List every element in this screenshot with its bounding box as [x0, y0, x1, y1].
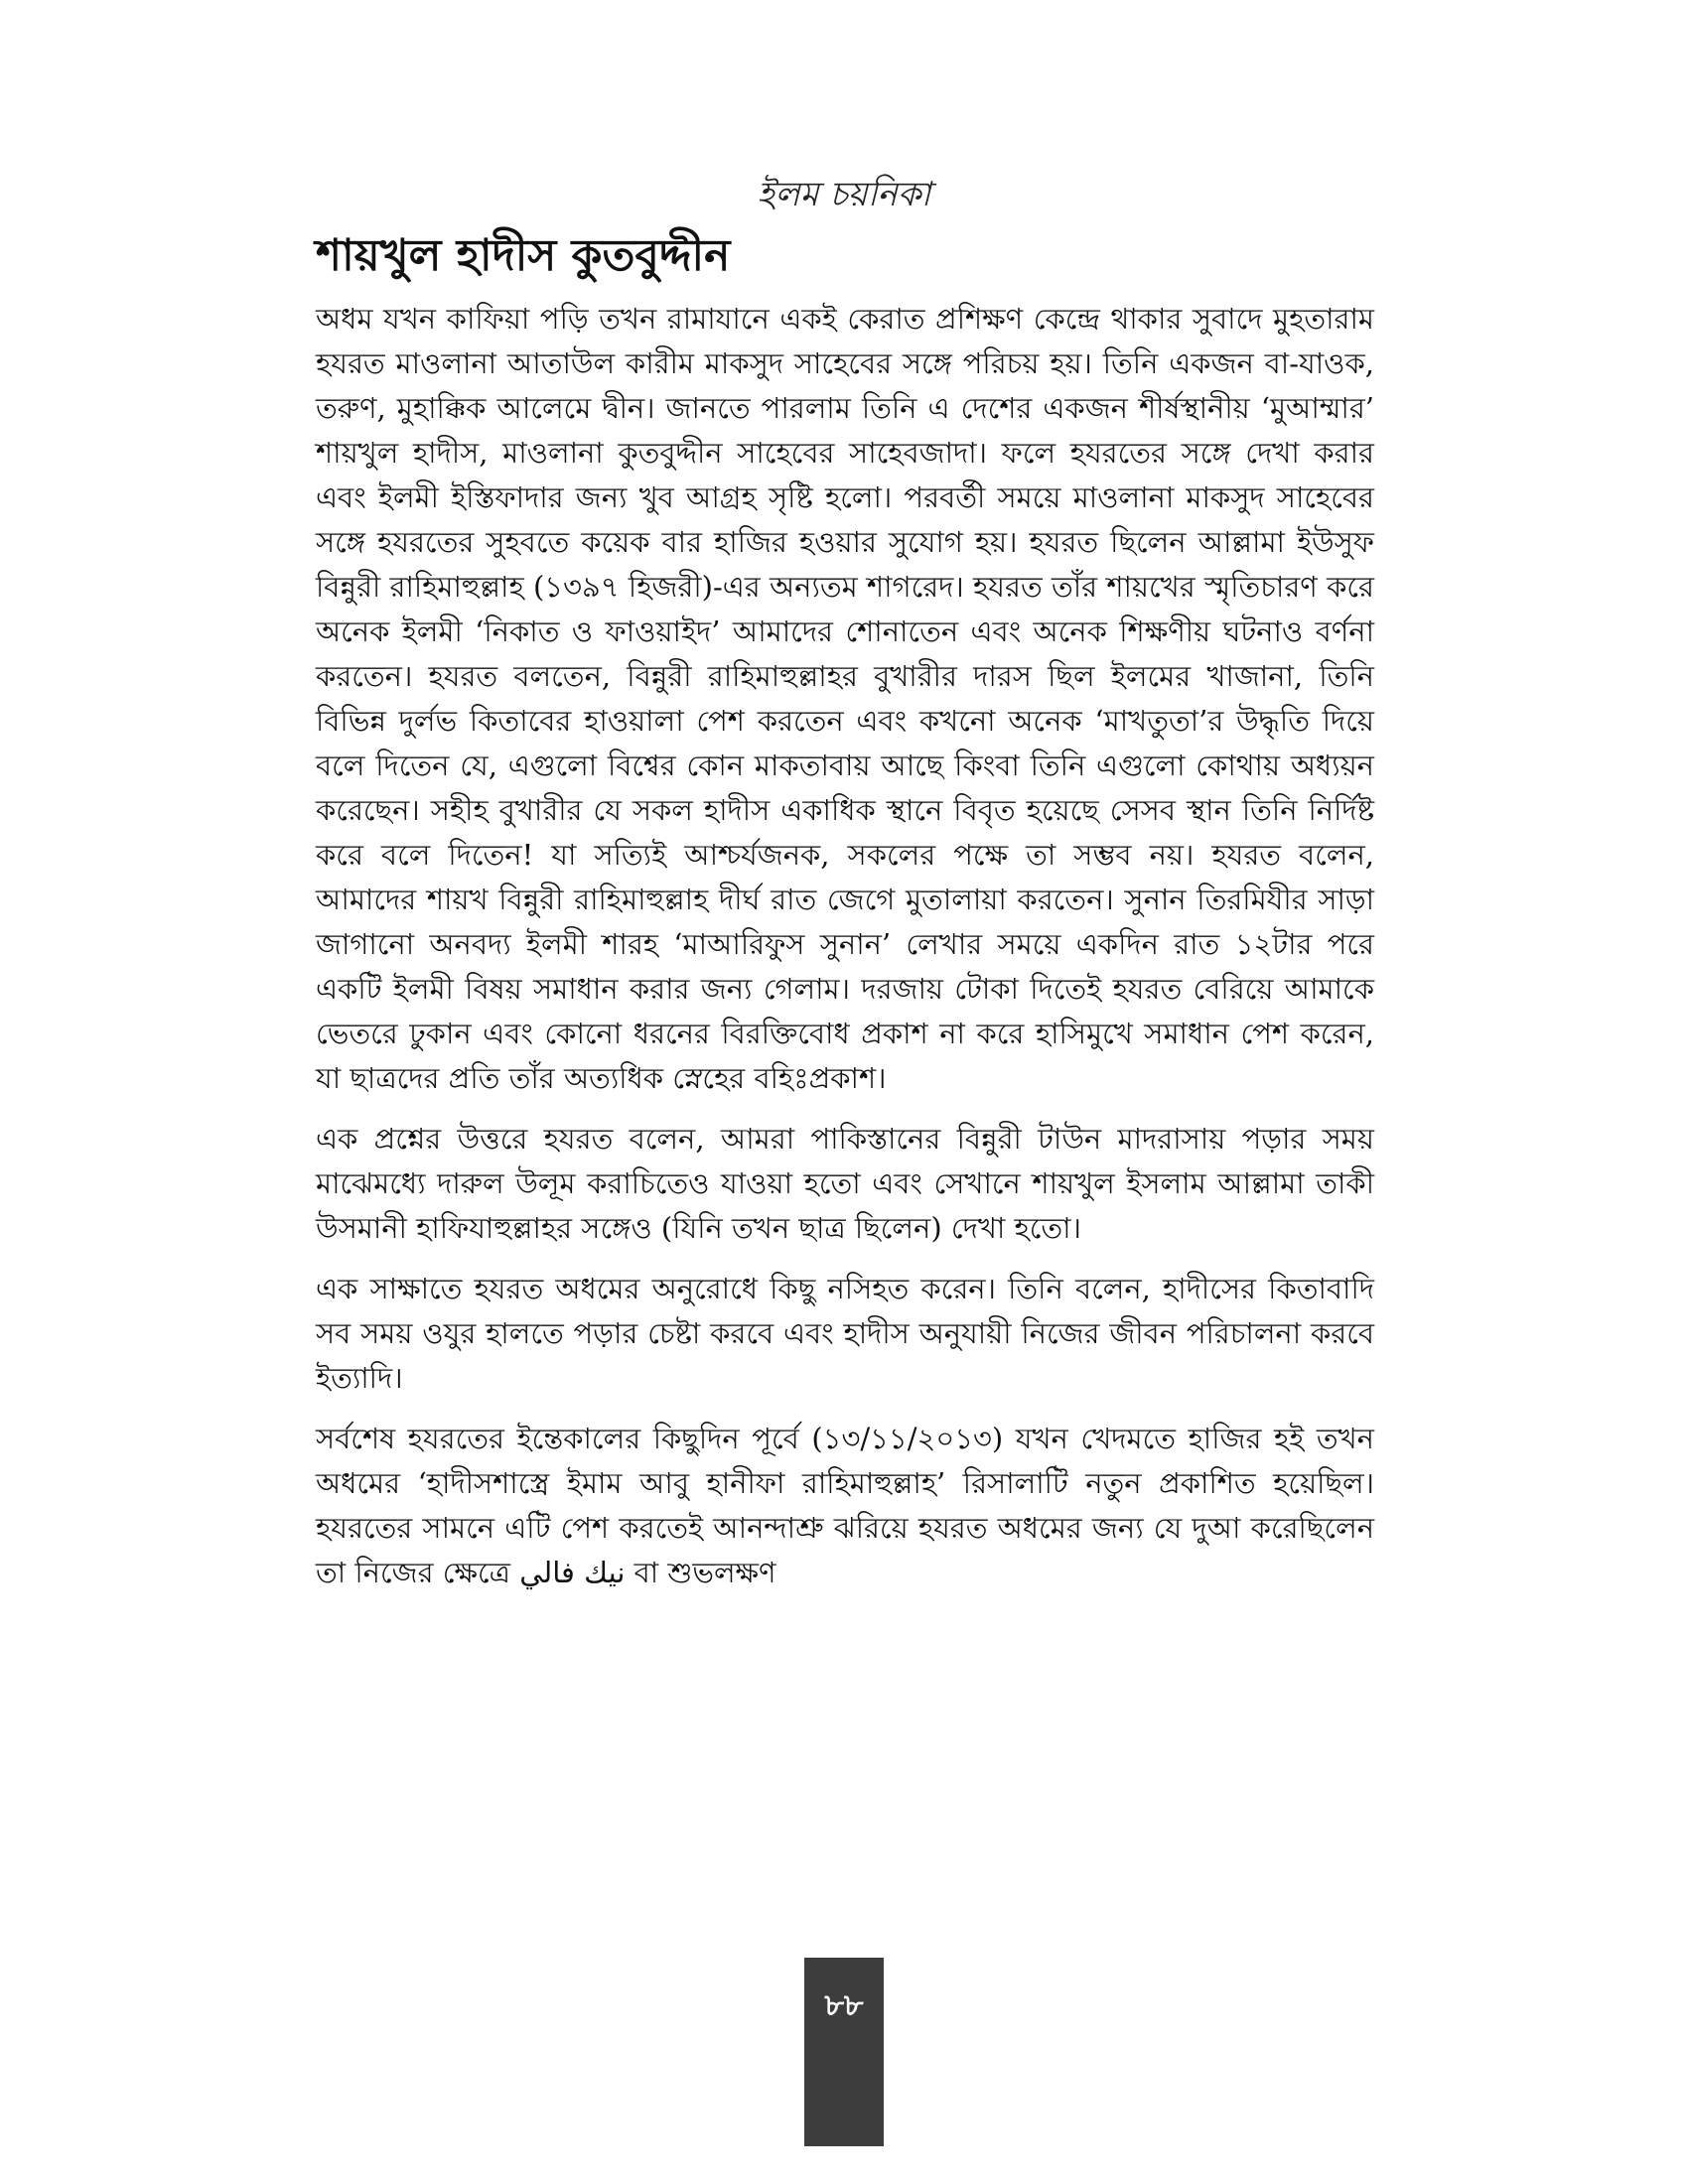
running-header: ইলম চয়নিকা: [757, 175, 931, 214]
paragraph-4-text-end: বা শুভলক্ষণ: [633, 1556, 776, 1589]
paragraph-3: এক সাক্ষাতে হযরত অধমের অনুরোধে কিছু নসিহত করেন। তিনি বলেন, হাদীসের কিতাবাদি সব সময় ওযুর হালতে পড়ার চেষ্টা করবে এবং হাদীস অনুযায়ী নিজের জীবন পরিচালনা করবে ইত্যাদি।: [316, 1272, 1374, 1395]
page-number: ৮৮: [824, 1988, 864, 2023]
paragraph-2: এক প্রশ্নের উত্তরে হযরত বলেন, আমরা পাকিস্তানের বিন্নুরী টাউন মাদরাসায় পড়ার সময় মাঝেমধ্যে দারুল উলূম করাচিতেও যাওয়া হতো এবং সেখানে শায়খুল ইসলাম আল্লামা তাকী উসমানী হাফিযাহুল্লাহর সঙ্গেও (যিনি তখন ছাত্র ছিলেন) দেখা হতো।: [316, 1122, 1374, 1245]
paragraph-1: অধম যখন কাফিয়া পড়ি তখন রামাযানে একই কেরাত প্রশিক্ষণ কেন্দ্রে থাকার সুবাদে মুহতারাম হযরত মাওলানা আতাউল কারীম মাকসুদ সাহেবের সঙ্গে পরিচয় হয়। তিনি একজন বা-যাওক, তরুণ, মুহাক্কিক আলেমে দ্বীন। জানতে পারলাম তিনি এ দেশের একজন শীর্ষস্থানীয় ‘মুআম্মার’ শায়খুল হাদীস, মাওলানা কুতবুদ্দীন সাহেবের সাহেবজাদা। ফলে হযরতের সঙ্গে দেখা করার এবং ইলমী ইস্তিফাদার জন্য খুব আগ্রহ সৃষ্টি হলো। পরবর্তী সময়ে মাওলানা মাকসুদ সাহেবের সঙ্গে হযরতের সুহবতে কয়েক বার হাজির হওয়ার সুযোগ হয়। হযরত ছিলেন আল্লামা ইউসুফ বিন্নুরী রাহিমাহুল্লাহ (১৩৯৭ হিজরী)-এর অন্যতম শাগরেদ। হযরত তাঁর শায়খের স্মৃতিচারণ করে অনেক ইলমী ‘নিকাত ও ফাওয়াইদ’ আমাদের শোনাতেন এবং অনেক শিক্ষণীয় ঘটনাও বর্ণনা করতেন। হযরত বলতেন, বিন্নুরী রাহিমাহুল্লাহর বুখারীর দারস ছিল ইলমের খাজানা, তিনি বিভিন্ন দুর্লভ কিতাবের হাওয়ালা পেশ করতেন এবং কখনো অনেক ‘মাখতুতা’র উদ্ধৃতি দিয়ে বলে দিতেন যে, এগুলো বিশ্বের কোন মাকতাবায় আছে কিংবা তিনি এগুলো কোথায় অধ্যয়ন করেছেন। সহীহ বুখারীর যে সকল হাদীস একাধিক স্থানে বিবৃত হয়েছে সেসব স্থান তিনি নির্দিষ্ট করে বলে দিতেন! যা সত্যিই আশ্চর্যজনক, সকলের পক্ষে তা সম্ভব নয়। হযরত বলেন, আমাদের শায়খ বিন্নুরী রাহিমাহুল্লাহ দীর্ঘ রাত জেগে মুতালায়া করতেন। সুনান তিরমিযীর সাড়া জাগানো অনবদ্য ইলমী শারহ ‘মাআরিফুস সুনান’ লেখার সময়ে একদিন রাত ১২টার পরে একটি ইলমী বিষয় সমাধান করার জন্য গেলাম। দরজায় টোকা দিতেই হযরত বেরিয়ে আমাকে ভেতরে ঢুকান এবং কোনো ধরনের বিরক্তিবোধ প্রকাশ না করে হাসিমুখে সমাধান পেশ করেন, যা ছাত্রদের প্রতি তাঁর অত্যধিক স্নেহের বহিঃপ্রকাশ।: [316, 302, 1374, 1095]
page-number-tab: [804, 1958, 884, 2146]
arabic-phrase: نيك فالي: [519, 1556, 626, 1589]
paragraph-4: [316, 1417, 1374, 1595]
article: [316, 228, 1374, 1611]
article-title: শায়খুল হাদীস কুতবুদ্দীন: [316, 230, 731, 281]
paragraph-4-text-start: সর্বশেষ হযরতের ইন্তেকালের কিছুদিন পূর্বে (১৩/১১/২০১৩) যখন খেদমতে হাজির হই তখন অধমের ‘হাদীসশাস্ত্রে ইমাম আবু হানীফা রাহিমাহুল্লাহ’ রিসালাটি নতুন প্রকাশিত হয়েছিল। হযরতের সামনে এটি পেশ করতেই আনন্দাশ্রু ঝরিয়ে হযরত অধমের জন্য যে দুআ করেছিলেন তা নিজের ক্ষেত্রে: [316, 1422, 1374, 1589]
